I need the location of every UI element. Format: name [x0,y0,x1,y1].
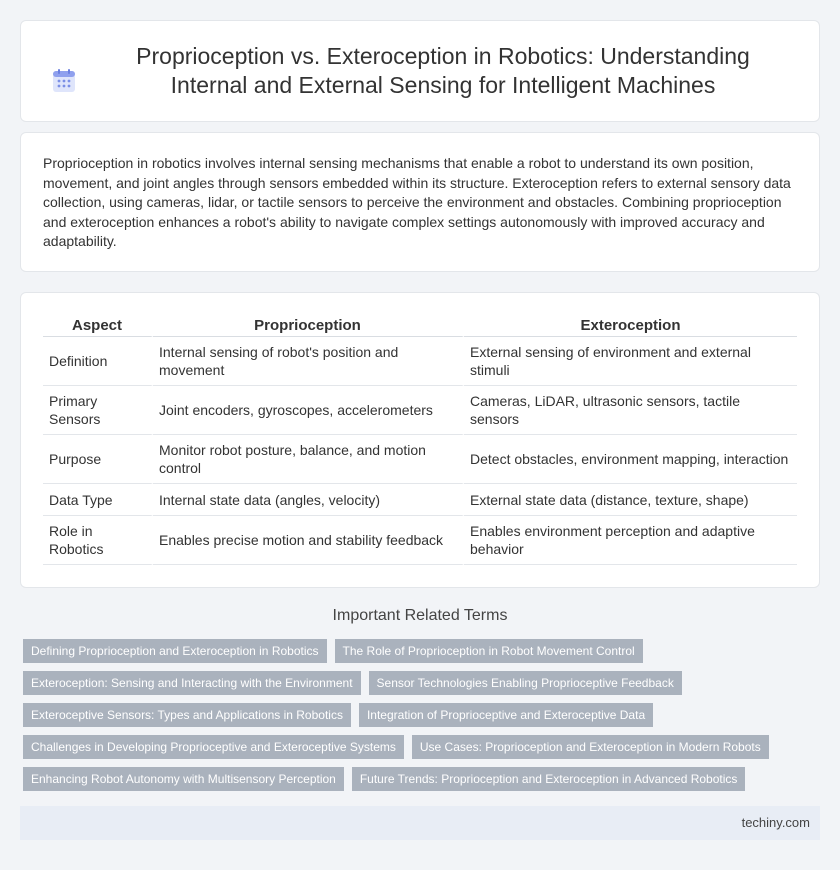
calendar-icon [51,68,77,94]
table-cell-aspect: Primary Sensors [43,386,153,435]
table-row [43,435,797,484]
footer [20,806,820,840]
table-cell-exteroception: External state data (distance, texture, shape) [464,484,797,516]
table-cell-proprioception: Internal state data (angles, velocity) [153,484,464,516]
table-row [43,516,797,565]
table-cell-proprioception: Internal sensing of robot's position and movement [153,337,464,386]
intro-card [20,132,820,272]
comparison-card [20,292,820,588]
page-title: Proprioception vs. Exteroception in Robotics: Understanding Internal and External Sensing for Intelligent Machines [136,43,750,98]
related-term-tag[interactable]: Integration of Proprioceptive and Exteroceptive Data [359,703,653,727]
tag-row [23,735,823,759]
related-term-tag[interactable]: Challenges in Developing Proprioceptive and Exteroceptive Systems [23,735,404,759]
table-cell-exteroception: External sensing of environment and external stimuli [464,337,797,386]
related-term-tag[interactable]: Future Trends: Proprioception and Exteroception in Advanced Robotics [352,767,746,791]
table-row [43,386,797,435]
header-aspect: Aspect [43,311,153,337]
table-cell-aspect: Purpose [43,435,153,484]
related-term-tag[interactable]: Exteroceptive Sensors: Types and Applications in Robotics [23,703,351,727]
table-cell-exteroception: Detect obstacles, environment mapping, interaction [464,435,797,484]
header-proprioception: Proprioception [153,311,464,337]
related-terms-heading: Important Related Terms [332,607,508,624]
related-term-tag[interactable]: The Role of Proprioception in Robot Movement Control [335,639,643,663]
comparison-table [43,311,797,565]
table-cell-exteroception: Cameras, LiDAR, ultrasonic sensors, tactile sensors [464,386,797,435]
header-exteroception: Exteroception [464,311,797,337]
tag-row [23,767,823,791]
related-term-tag[interactable]: Defining Proprioception and Exteroception in Robotics [23,639,327,663]
related-term-tag[interactable]: Sensor Technologies Enabling Proprioceptive Feedback [369,671,682,695]
table-row [43,484,797,516]
table-cell-aspect: Data Type [43,484,153,516]
related-term-tag[interactable]: Use Cases: Proprioception and Exteroception in Modern Robots [412,735,769,759]
tag-row [23,639,823,663]
table-cell-aspect: Definition [43,337,153,386]
related-term-tag[interactable]: Exteroception: Sensing and Interacting with the Environment [23,671,361,695]
title-card [20,20,820,122]
related-term-tag[interactable]: Enhancing Robot Autonomy with Multisensory Perception [23,767,344,791]
table-cell-proprioception: Joint encoders, gyroscopes, accelerometers [153,386,464,435]
table-cell-proprioception: Monitor robot posture, balance, and motion control [153,435,464,484]
footer-site-link[interactable]: techiny.com [741,815,810,830]
table-cell-exteroception: Enables environment perception and adaptive behavior [464,516,797,565]
tag-row [23,703,823,727]
table-row [43,337,797,386]
table-cell-proprioception: Enables precise motion and stability feedback [153,516,464,565]
table-cell-aspect: Role in Robotics [43,516,153,565]
tag-row [23,671,823,695]
related-terms-list [23,639,823,799]
intro-paragraph: Proprioception in robotics involves internal sensing mechanisms that enable a robot to understand its own position, movement, and joint angles through sensors embedded within its structure. Exteroception refers to external sensory data collection, using cameras, lidar, or tactile sensors to perceive the environment and obstacles. Combining proprioception and exteroception enhances a robot's ability to navigate complex settings autonomously with improved accuracy and adaptability. [43,155,791,249]
table-header-row [43,311,797,337]
